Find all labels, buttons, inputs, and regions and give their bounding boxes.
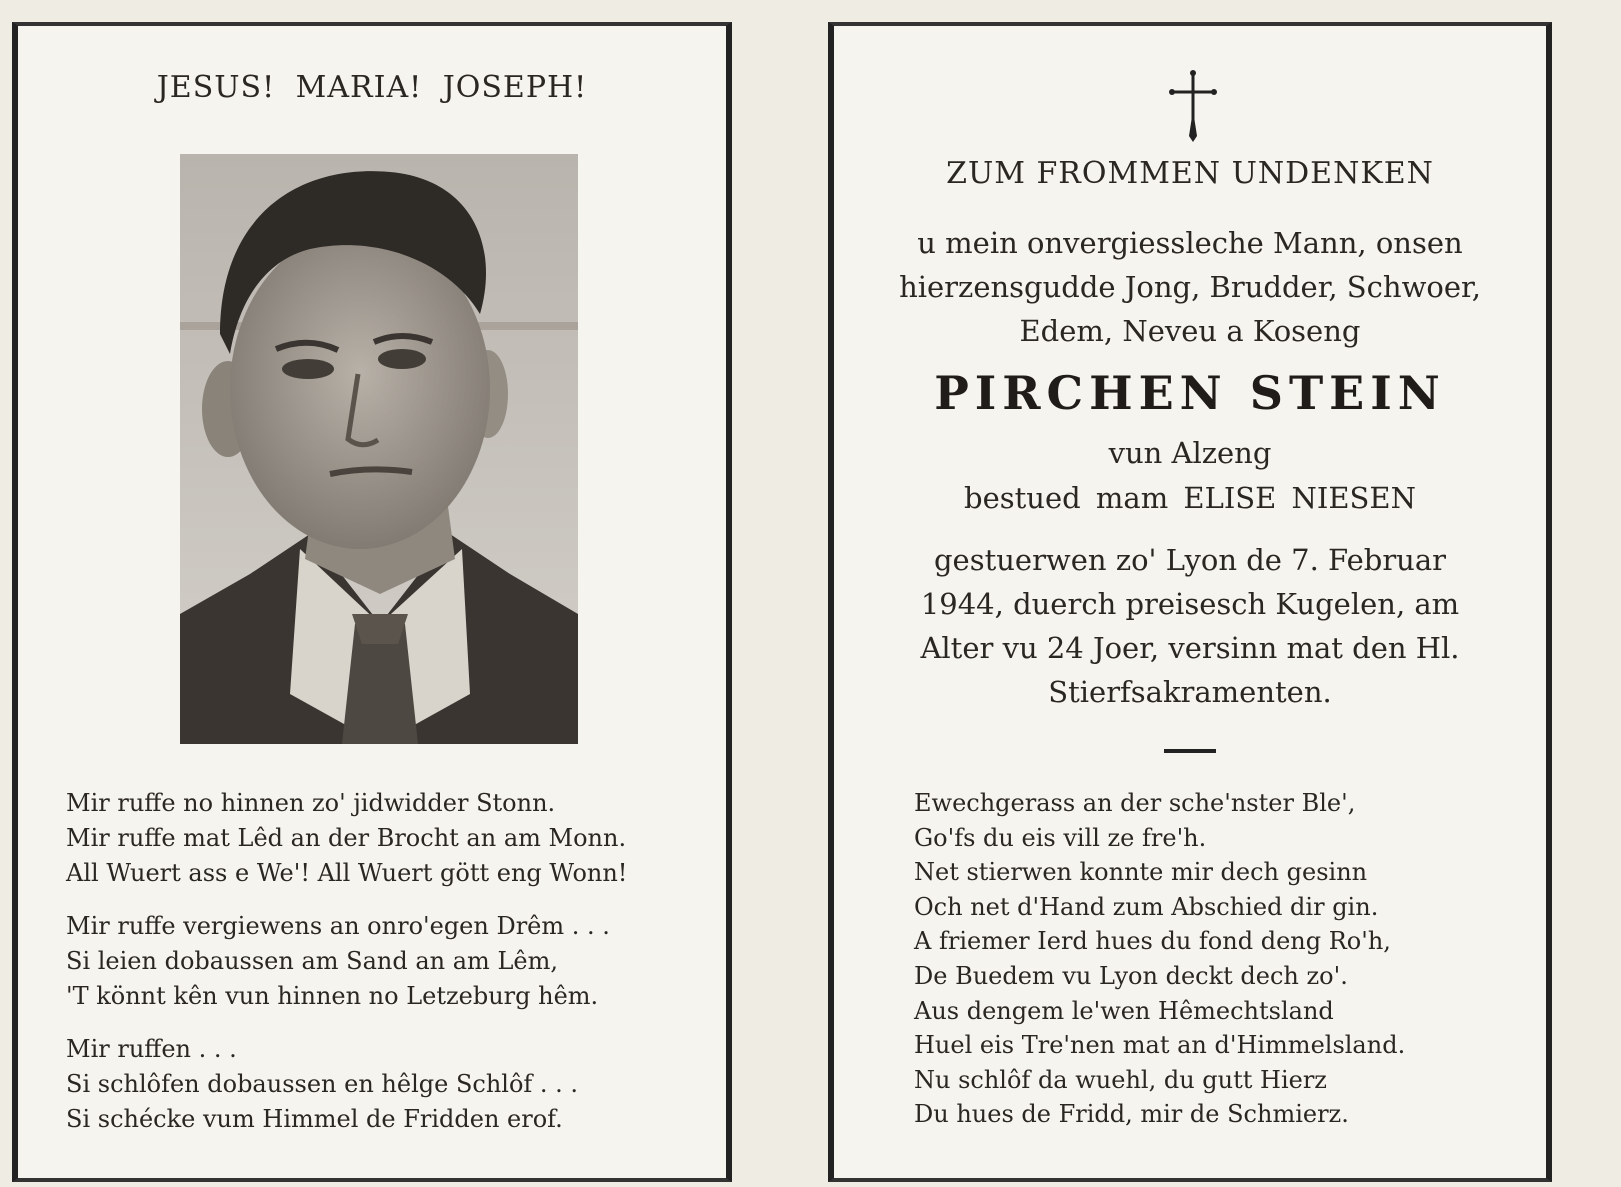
- poem-line: Mir ruffe mat Lêd an der Brocht an am Monn.: [66, 824, 627, 852]
- poem-line: Aus dengem le'wen Hêmechtsland: [914, 996, 1334, 1025]
- cross-icon: [1168, 70, 1218, 142]
- poem-line: Mir ruffen . . .: [66, 1035, 237, 1063]
- poem-stanza-1: [66, 786, 726, 891]
- spouse-text: bestued mam ELISE NIESEN: [964, 481, 1416, 515]
- poem-line: Nu schlôf da wuehl, du gutt Hierz: [914, 1065, 1327, 1094]
- left-poem: [66, 786, 726, 1155]
- dedication-text: u mein onvergiessleche Mann, onsen hierzensgudde Jong, Brudder, Schwoer, Edem, Neveu a Koseng: [899, 226, 1481, 348]
- poem-line: Mir ruffe no hinnen zo' jidwidder Stonn.: [66, 789, 556, 817]
- poem-line: Du hues de Fridd, mir de Schmierz.: [914, 1100, 1349, 1129]
- portrait-photo: [180, 154, 578, 744]
- deceased-name: PIRCHEN STEIN: [934, 366, 1446, 420]
- divider: [1164, 749, 1216, 753]
- poem-line: Och net d'Hand zum Abschied dir gin.: [914, 892, 1379, 921]
- poem-line: Si schécke vum Himmel de Fridden erof.: [66, 1105, 563, 1133]
- right-card-panel: [828, 22, 1552, 1182]
- poem-line: 'T könnt kên vun hinnen no Letzeburg hêm.: [66, 982, 599, 1010]
- poem-stanza-3: [66, 1032, 726, 1137]
- poem-line: Ewechgerass an der sche'nster Ble',: [914, 789, 1356, 817]
- poem-line: All Wuert ass e We'! All Wuert gött eng Wonn!: [66, 859, 628, 887]
- poem-line: Net stierwen konnte mir dech gesinn: [914, 858, 1368, 887]
- poem-line: Go'fs du eis vill ze fre'h.: [914, 823, 1207, 852]
- poem-line: Mir ruffe vergiewens an onro'egen Drêm . . .: [66, 912, 610, 940]
- death-details: gestuerwen zo' Lyon de 7. Februar 1944, duerch preisesch Kugelen, am Alter vu 24 Joer, versinn mat den Hl. Stierfsakramenten.: [920, 543, 1460, 709]
- poem-line: A friemer Ierd hues du fond deng Ro'h,: [914, 927, 1391, 956]
- poem-stanza-2: [66, 909, 726, 1014]
- origin-text: vun Alzeng: [1108, 436, 1272, 470]
- poem-line: Si schlôfen dobaussen en hêlge Schlôf . . .: [66, 1070, 579, 1098]
- right-poem: [914, 786, 1514, 1132]
- poem-line: Si leien dobaussen am Sand an am Lêm,: [66, 947, 558, 975]
- memorial-heading: ZUM FROMMEN UNDENKEN: [946, 156, 1434, 191]
- devotional-header: JESUS! MARIA! JOSEPH!: [156, 70, 588, 105]
- left-card-panel: [12, 22, 732, 1182]
- poem-line: Huel eis Tre'nen mat an d'Himmelsland.: [914, 1031, 1406, 1060]
- poem-line: De Buedem vu Lyon deckt dech zo'.: [914, 961, 1348, 990]
